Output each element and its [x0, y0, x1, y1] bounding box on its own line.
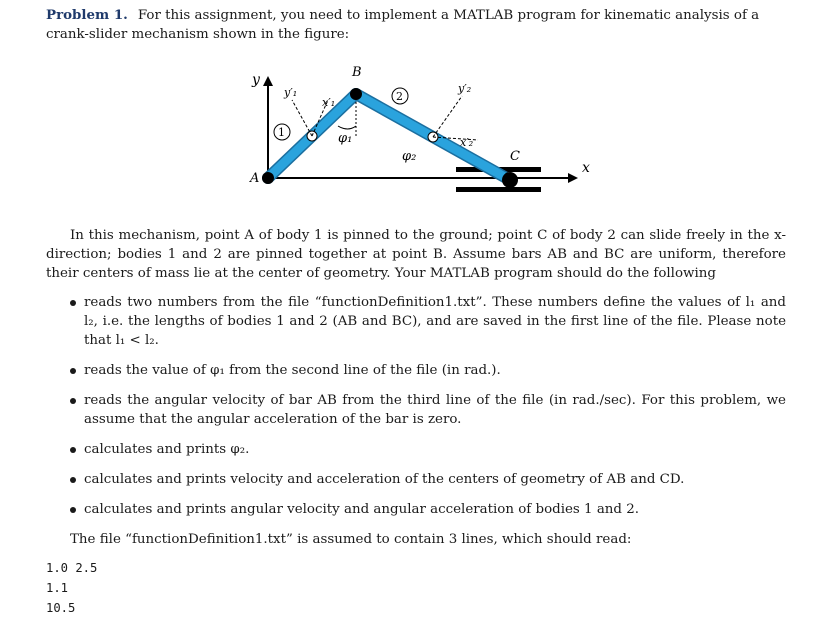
joint-a [262, 172, 274, 184]
requirement-text: reads the angular velocity of bar AB from the third line of the file (in rad./sec). For this problem, we assume that the angular acceleration of the bar is zero. [84, 393, 786, 427]
phi1-arc [338, 126, 356, 129]
point-b-label: B [352, 65, 362, 80]
requirement-item [46, 293, 786, 350]
problem-statement [46, 6, 786, 44]
x-axis-arrowhead [568, 173, 578, 183]
file-line-1: 1.0 2.5 [46, 561, 98, 575]
x1-prime-label: x′₁ [322, 96, 336, 109]
mechanism-description: In this mechanism, point A of body 1 is pinned to the ground; point C of body 2 can slide freely in the x-direction; bodies 1 and 2 are pinned together at point B. Assume bars AB and BC are uniform, therefore their centers of mass lie at the center of geometry. Your MATLAB program should do the following [46, 228, 786, 281]
point-c-label: C [510, 149, 520, 164]
requirement-text: calculates and prints angular velocity and angular acceleration of bodies 1 and 2. [84, 502, 640, 517]
y-axis-label: y [252, 72, 260, 88]
requirements-list [46, 293, 786, 519]
file-line-2: 1.1 [46, 581, 69, 595]
phi2-label: φ₂ [402, 149, 417, 164]
requirement-text: calculates and prints velocity and acceleration of the centers of geometry of AB and CD. [84, 472, 685, 487]
point-a-label: A [250, 171, 260, 186]
requirement-item [46, 500, 786, 519]
problem-body [46, 226, 786, 549]
body-2-local-y [433, 96, 462, 137]
bullet-icon [70, 368, 76, 374]
bullet-icon [70, 507, 76, 513]
requirement-item [46, 470, 786, 489]
problem-intro-text: For this assignment, you need to implement a MATLAB program for kinematic analysis of a crank-slider mechanism shown in the figure: [46, 8, 760, 42]
requirement-text: reads two numbers from the file “functionDefinition1.txt”. These numbers define the values of l₁ and l₂, i.e. the lengths of bodies 1 and 2 (AB and BC), and are saved in the first line of the file. Please note that l₁ < l₂. [84, 295, 786, 348]
bullet-icon [70, 398, 76, 404]
file-line-3: 10.5 [46, 601, 76, 615]
body-1-label: 1 [278, 126, 285, 139]
bullet-icon [70, 447, 76, 453]
requirement-item [46, 440, 786, 459]
problem-label: Problem 1. [46, 7, 128, 23]
y2-prime-label: y′₂ [458, 82, 472, 95]
bullet-icon [70, 300, 76, 306]
requirement-text: calculates and prints φ₂. [84, 442, 250, 457]
problem-intro [46, 6, 786, 44]
y-axis-arrowhead [263, 76, 273, 86]
phi1-label: φ₁ [338, 131, 353, 146]
body-1-local-y [292, 100, 312, 136]
requirement-item [46, 361, 786, 380]
crank-slider-figure [188, 56, 598, 206]
joint-c [502, 172, 518, 188]
slider-rail-bottom [456, 187, 541, 192]
requirement-item [46, 391, 786, 429]
file-contents [46, 558, 97, 618]
file-note: The file “functionDefinition1.txt” is assumed to contain 3 lines, which should read: [70, 532, 632, 547]
body-2-label: 2 [396, 90, 403, 103]
bullet-icon [70, 477, 76, 483]
requirement-text: reads the value of φ₁ from the second line of the file (in rad.). [84, 363, 501, 378]
x2-prime-label: x′₂ [460, 136, 474, 149]
x-axis-label: x [582, 160, 590, 176]
y1-prime-label: y′₁ [284, 86, 298, 99]
